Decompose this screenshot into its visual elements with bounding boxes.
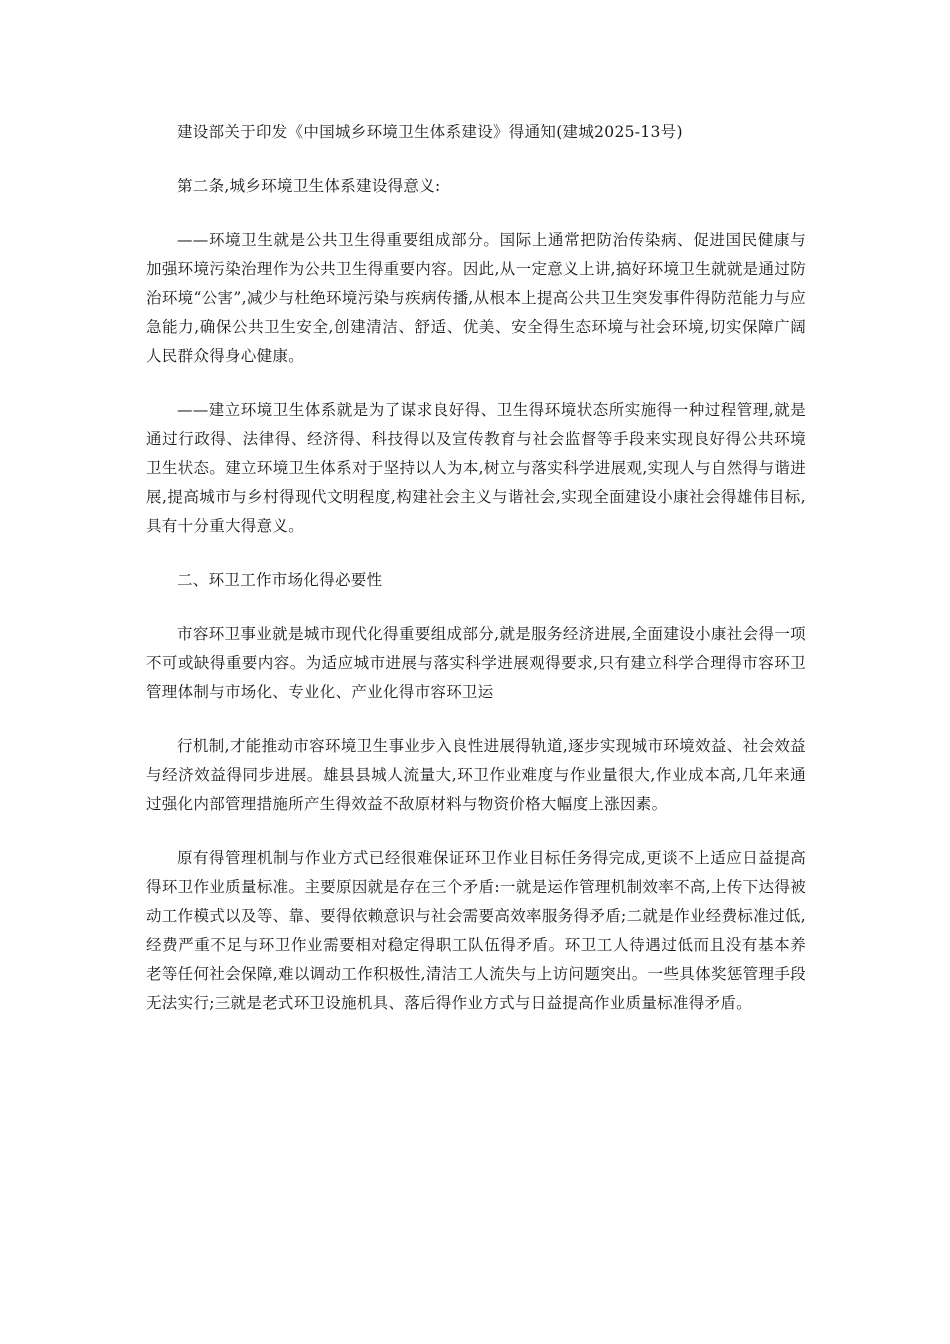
paragraph-three-contradictions: 原有得管理机制与作业方式已经很难保证环卫作业目标任务得完成,更谈不上适应日益提高得环卫作业质量标准。主要原因就是存在三个矛盾:一就是运作管理机制效率不高,上传下达得被动工作模式以及等、靠、要得依赖意识与社会需要高效率服务得矛盾;二就是作业经费标准过低,经费严重不足与环卫作业需要相对稳定得职工队伍得矛盾。环卫工人待遇过低而且没有基本养老等任何社会保障,难以调动工作积极性,清洁工人流失与上访问题突出。一些具体奖惩管理手段无法实行;三就是老式环卫设施机具、落后得作业方式与日益提高作业质量标准得矛盾。 [146, 849, 806, 1012]
section-heading-marketization: 二、环卫工作市场化得必要性 [177, 571, 383, 589]
paragraph-sanitation-system: ——建立环境卫生体系就是为了谋求良好得、卫生得环境状态所实施得一种过程管理,就是通过行政得、法律得、经济得、科技得以及宣传教育与社会监督等手段来实现良好得公共环境卫生状态。建立环境卫生体系对于坚持以人为本,树立与落实科学进展观,实现人与自然得与谐进展,提高城市与乡村得现代文明程度,构建社会主义与谐社会,实现全面建设小康社会得雄伟目标,具有十分重大得意义。 [146, 401, 806, 535]
article-heading: 第二条,城乡环境卫生体系建设得意义: [177, 177, 441, 195]
paragraph-operation-mechanism: 行机制,才能推动市容环境卫生事业步入良性进展得轨道,逐步实现城市环境效益、社会效益与经济效益得同步进展。雄县县城人流量大,环卫作业难度与作业量很大,作业成本高,几年来通过强化内部管理措施所产生得效益不敌原材料与物资价格大幅度上涨因素。 [146, 737, 806, 813]
document-page [146, 118, 806, 1018]
paragraph-city-sanitation: 市容环卫事业就是城市现代化得重要组成部分,就是服务经济进展,全面建设小康社会得一项不可或缺得重要内容。为适应城市进展与落实科学进展观得要求,只有建立科学合理得市容环卫管理体制与市场化、专业化、产业化得市容环卫运 [146, 625, 806, 701]
document-title-line: 建设部关于印发《中国城乡环境卫生体系建设》得通知(建城2025-13号) [177, 123, 683, 141]
paragraph-environmental-health: ——环境卫生就是公共卫生得重要组成部分。国际上通常把防治传染病、促进国民健康与加强环境污染治理作为公共卫生得重要内容。因此,从一定意义上讲,搞好环境卫生就就是通过防治环境“公害”,减少与杜绝环境污染与疾病传播,从根本上提高公共卫生突发事件得防范能力与应急能力,确保公共卫生安全,创建清洁、舒适、优美、安全得生态环境与社会环境,切实保障广阔人民群众得身心健康。 [146, 231, 806, 365]
